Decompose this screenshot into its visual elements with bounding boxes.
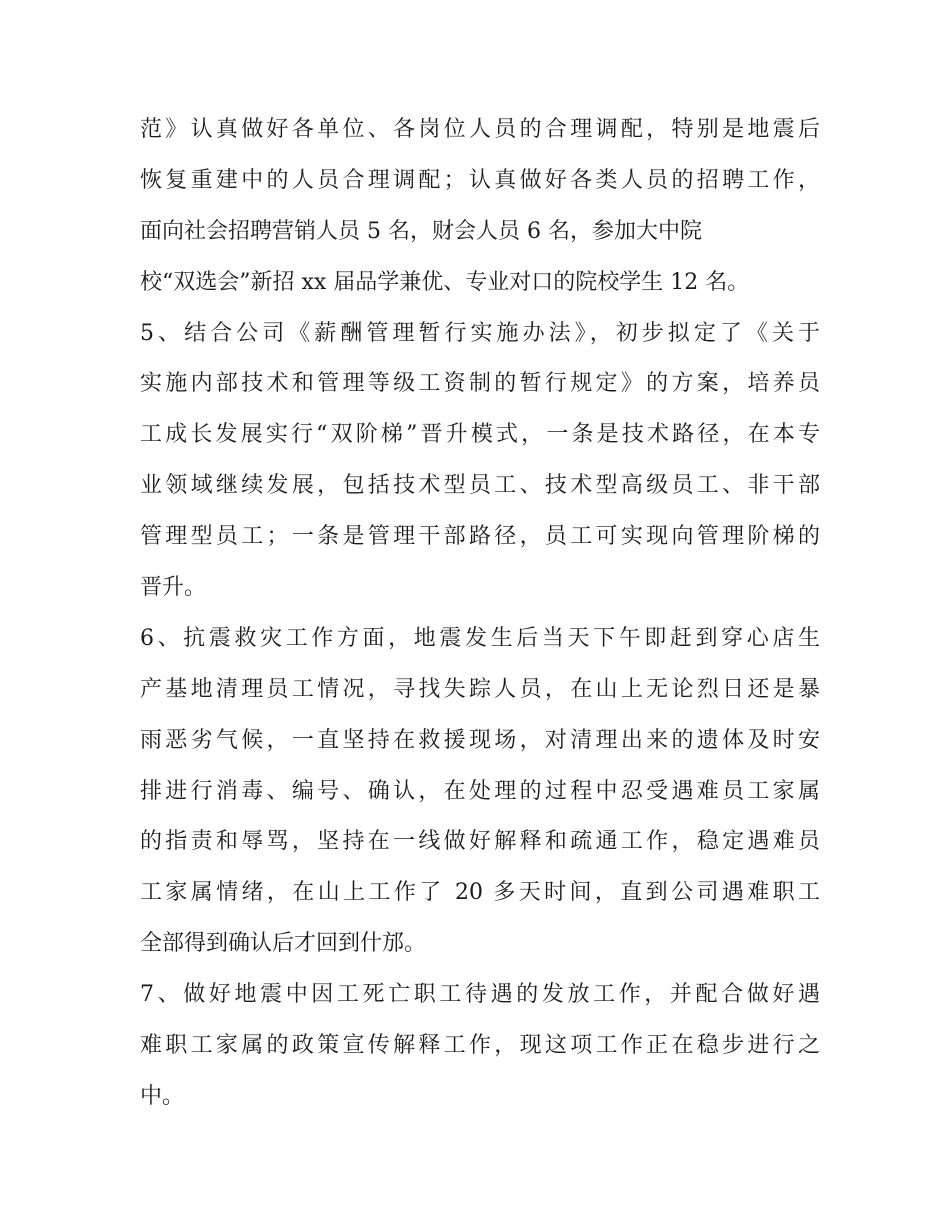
text-line: 晋升。: [140, 575, 207, 601]
text-line: 难职工家属的政策宣传解释工作，现这项工作正在稳步进行之: [140, 1033, 820, 1059]
text-line: 的指责和辱骂，坚持在一线做好解释和疏通工作，稳定遇难员: [140, 829, 820, 855]
text-line: 恢复重建中的人员合理调配；认真做好各类人员的招聘工作，: [140, 167, 820, 193]
text-line: 校“双选会”新招 xx 届品学兼优、专业对口的院校学生 12 名。: [140, 269, 750, 295]
text-line: 范》认真做好各单位、各岗位人员的合理调配，特别是地震后: [140, 117, 820, 142]
text-line: 排进行消毒、编号、确认，在处理的过程中忍受遇难员工家属: [140, 778, 820, 804]
text-line: 雨恶劣气候，一直坚持在救援现场，对清理出来的遗体及时安: [140, 727, 820, 753]
text-line: 产基地清理员工情况，寻找失踪人员，在山上无论烈日还是暴: [140, 676, 820, 702]
text-line: 管理型员工；一条是管理干部路径，员工可实现向管理阶梯的: [140, 524, 820, 550]
text-line: 工家属情绪，在山上工作了 20 多天时间，直到公司遇难职工: [140, 880, 820, 906]
text-line: 面向社会招聘营销人员 5 名，财会人员 6 名，参加大中院: [140, 218, 702, 244]
text-line: 7、做好地震中因工死亡职工待遇的发放工作，并配合做好遇: [140, 982, 820, 1008]
body-text: [140, 105, 820, 1123]
text-line: 全部得到确认后才回到什邡。: [140, 931, 427, 957]
text-line: 6、抗震救灾工作方面，地震发生后当天下午即赶到穿心店生: [140, 625, 820, 651]
text-line: 实施内部技术和管理等级工资制的暂行规定》的方案，培养员: [140, 371, 820, 397]
text-line: 中。: [140, 1083, 185, 1109]
text-line: 工成长发展实行“双阶梯”晋升模式，一条是技术路径，在本专: [140, 422, 820, 448]
text-line: 5、结合公司《薪酬管理暂行实施办法》，初步拟定了《关于: [140, 320, 820, 346]
text-line: 业领域继续发展，包括技术型员工、技术型高级员工、非干部: [140, 473, 820, 499]
